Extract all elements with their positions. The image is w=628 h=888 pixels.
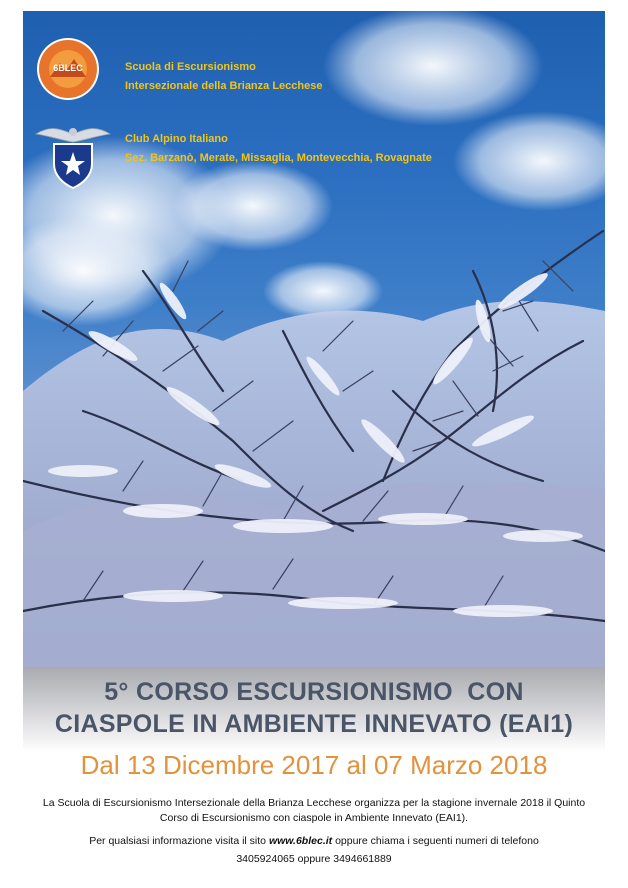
school-name	[125, 58, 322, 96]
snowy-trees-illustration	[23, 11, 605, 667]
svg-text:6BLEC: 6BLEC	[53, 63, 83, 73]
info-before: Per qualsiasi informazione visita il sito	[89, 835, 269, 847]
school-name-line2: Intersezionale della Brianza Lecchese	[125, 80, 323, 92]
cai-logo	[32, 120, 114, 190]
course-title-line1: 5° CORSO ESCURSIONISMO CON	[104, 678, 524, 706]
school-logo	[36, 37, 100, 101]
website-link[interactable]: www.6blec.it	[268, 835, 333, 847]
cai-sections: Sez. Barzanò, Merate, Missaglia, Montevecchia, Rovagnate	[125, 152, 432, 164]
cai-name-line1: Club Alpino Italiano	[125, 133, 228, 145]
course-dates: Dal 13 Dicembre 2017 al 07 Marzo 2018	[80, 750, 548, 780]
course-description: La Scuola di Escursionismo Intersezionale della Brianza Lecchese organizza per la stagione invernale 2018 il Quinto Corso di Escursionismo con ciaspole in Ambiente Innevato (EAI1).	[42, 797, 586, 824]
phone-numbers: 3405924065 oppure 3494661889	[236, 853, 392, 865]
school-name-line1: Scuola di Escursionismo	[125, 61, 256, 73]
info-after: oppure chiama i seguenti numeri di telefono	[332, 835, 539, 847]
cai-name	[125, 130, 432, 168]
course-title-line2: CIASPOLE IN AMBIENTE INNEVATO (EAI1)	[54, 710, 574, 738]
snowy-trees-photo	[23, 11, 605, 667]
info-line	[30, 834, 598, 849]
